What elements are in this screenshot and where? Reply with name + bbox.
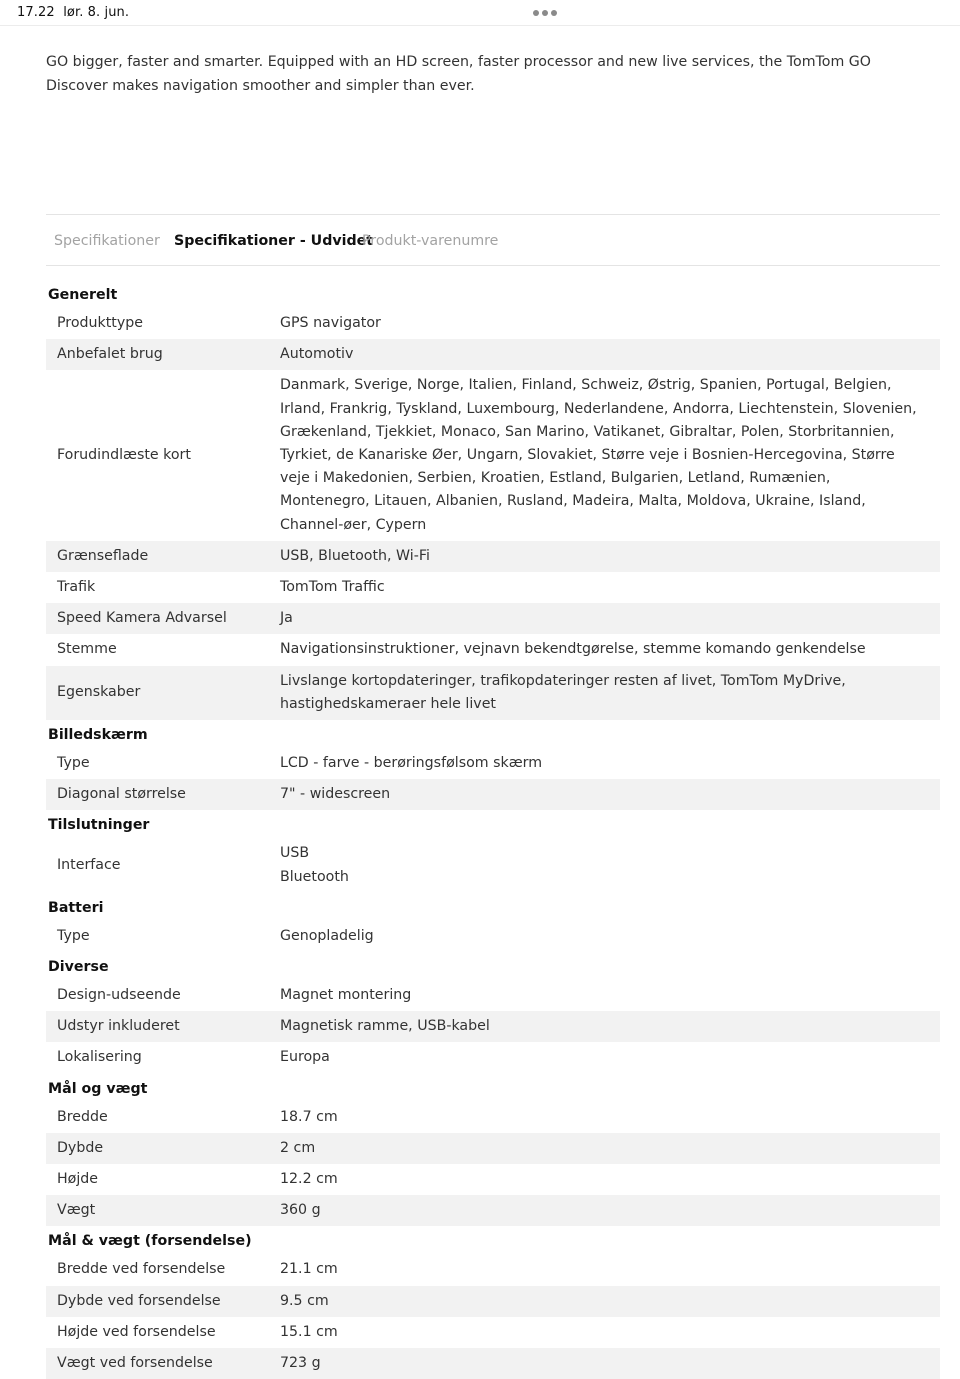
- spec-row: [46, 980, 940, 1011]
- section-title-batteri: Batteri: [48, 899, 104, 916]
- spec-row: [46, 748, 940, 779]
- spec-table: [46, 280, 940, 1379]
- spec-label: Højde ved forsendelse: [57, 1323, 216, 1340]
- spec-row: [46, 1011, 940, 1042]
- tab-specifikationer[interactable]: Specifikationer: [54, 233, 160, 249]
- spec-label: Interface: [57, 857, 121, 874]
- status-clock: 17.22: [17, 5, 55, 20]
- spec-row: [46, 370, 940, 540]
- spec-row: [46, 541, 940, 572]
- spec-label: Design-udseende: [57, 987, 181, 1004]
- spec-value: Danmark, Sverige, Norge, Italien, Finland, Schweiz, Østrig, Spanien, Portugal, Belgien, Irland, Frankrig, Tyskland, Luxembourg, Nederlandene, Andorra, Liechtenstein, Slovenien, Grækenland, Tjekkiet, Monaco, San Marino, Vatikanet, Gibraltar, Polen, Storbritannien, Tyrkiet, de Kanariske Øer, Ungarn, Slovakiet, Større veje i Bosnien-Hercegovina, Større veje i Makedonien, Serbien, Kroatien, Estland, Bulgarien, Letland, Rumænien, Montenegro, Litauen, Albanien, Rusland, Madeira, Malta, Moldova, Ukraine, Island, Channel-øer, Cypern: [280, 377, 917, 533]
- spec-value-line: Bluetooth: [280, 868, 349, 885]
- spec-value: Livslange kortopdateringer, trafikopdateringer resten af livet, TomTom MyDrive, hastighedskameraer hele livet: [280, 672, 846, 712]
- status-time: [17, 5, 129, 20]
- spec-value: 723 g: [280, 1355, 321, 1372]
- tab-specifikationer-udvidet[interactable]: Specifikationer - Udvidet: [174, 233, 374, 249]
- spec-value: LCD - farve - berøringsfølsom skærm: [280, 755, 543, 772]
- section-title-diverse: Diverse: [48, 959, 109, 976]
- spec-value: 7" - widescreen: [280, 786, 391, 803]
- spec-row: [46, 1254, 940, 1285]
- spec-value: GPS navigator: [280, 315, 381, 331]
- spec-value: 9.5 cm: [280, 1292, 329, 1309]
- spec-value: 360 g: [280, 1202, 321, 1219]
- section-title-maal-og-vaegt: Mål og vægt: [48, 1080, 148, 1097]
- spec-value: 2 cm: [280, 1139, 316, 1156]
- spec-value: TomTom Traffic: [280, 579, 385, 596]
- spec-value: 15.1 cm: [280, 1323, 338, 1340]
- spec-row: [46, 1164, 940, 1195]
- status-date: lør. 8. jun.: [63, 5, 130, 20]
- spec-label: Egenskaber: [57, 684, 141, 701]
- spec-row: [46, 779, 940, 810]
- spec-value-line: USB: [280, 845, 310, 862]
- spec-label: Diagonal størrelse: [57, 786, 186, 803]
- spec-label: Dybde ved forsendelse: [57, 1292, 221, 1309]
- spec-value: 12.2 cm: [280, 1171, 338, 1188]
- spec-label: Type: [57, 927, 90, 944]
- spec-label: Produkttype: [57, 315, 143, 331]
- spec-label: Vægt ved forsendelse: [57, 1355, 213, 1372]
- spec-value: [280, 838, 940, 892]
- product-description: GO bigger, faster and smarter. Equipped with an HD screen, faster processor and new live services, the TomTom GO Discover makes navigation smoother and simpler than ever.: [46, 54, 871, 94]
- section-title-billedskaerm: Billedskærm: [48, 727, 148, 744]
- spec-value: Navigationsinstruktioner, vejnavn bekendtgørelse, stemme komando genkendelse: [280, 641, 866, 658]
- spec-tabs: [46, 214, 940, 266]
- spec-label: Forudindlæste kort: [57, 447, 191, 464]
- spec-label: Bredde: [57, 1108, 108, 1125]
- spec-value: Europa: [280, 1049, 330, 1066]
- spec-label: Lokalisering: [57, 1049, 142, 1066]
- spec-label: Type: [57, 755, 90, 772]
- spec-value: USB, Bluetooth, Wi-Fi: [280, 547, 430, 564]
- section-title-maal-vaegt-forsendelse: Mål & vægt (forsendelse): [48, 1233, 252, 1250]
- spec-label: Højde: [57, 1171, 99, 1188]
- spec-row: [46, 1042, 940, 1073]
- spec-label: Stemme: [57, 641, 117, 658]
- spec-label: Dybde: [57, 1139, 104, 1156]
- spec-row: [46, 838, 940, 892]
- spec-row: [46, 603, 940, 634]
- spec-row: [46, 921, 940, 952]
- spec-row: [46, 339, 940, 370]
- spec-value: Genopladelig: [280, 927, 374, 944]
- spec-row: [46, 1102, 940, 1133]
- spec-row: [46, 1195, 940, 1226]
- spec-value: Ja: [280, 610, 293, 627]
- tab-produkt-varenumre[interactable]: Produkt-varenumre: [362, 233, 499, 249]
- spec-row: [46, 1317, 940, 1348]
- spec-value: Magnetisk ramme, USB-kabel: [280, 1018, 490, 1035]
- spec-label: Bredde ved forsendelse: [57, 1261, 226, 1278]
- spec-row: [46, 666, 940, 720]
- spec-row: [46, 1348, 940, 1379]
- spec-row: [46, 1133, 940, 1164]
- spec-row: [46, 1286, 940, 1317]
- section-title-tilslutninger: Tilslutninger: [48, 817, 150, 834]
- spec-row: [46, 572, 940, 603]
- spec-label: Vægt: [57, 1202, 96, 1219]
- spec-value: Magnet montering: [280, 987, 412, 1004]
- section-title-generelt: Generelt: [48, 287, 118, 303]
- spec-label: Trafik: [57, 579, 96, 596]
- spec-row: [46, 308, 940, 339]
- status-bar: [0, 0, 960, 26]
- spec-label: Grænseflade: [57, 547, 149, 564]
- multitask-dots-icon[interactable]: [533, 10, 557, 16]
- spec-label: Speed Kamera Advarsel: [57, 610, 227, 627]
- spec-value: 21.1 cm: [280, 1261, 338, 1278]
- spec-label: Anbefalet brug: [57, 346, 163, 363]
- spec-value: 18.7 cm: [280, 1108, 338, 1125]
- spec-value: Automotiv: [280, 346, 354, 363]
- spec-row: [46, 634, 940, 665]
- spec-label: Udstyr inkluderet: [57, 1018, 180, 1035]
